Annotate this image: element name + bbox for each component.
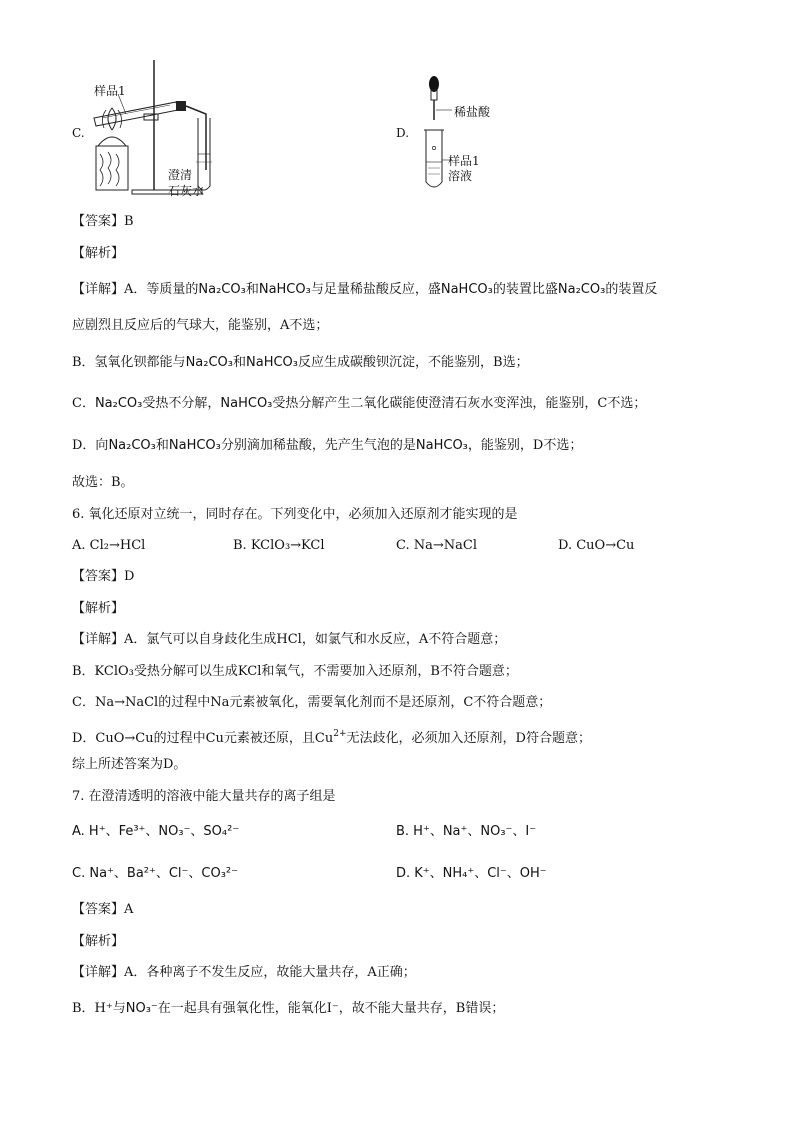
figure-c-option-label: C.	[72, 126, 85, 140]
text: 【详解】A．等质量的	[72, 282, 199, 297]
formula-na2co3: Na₂CO₃	[108, 438, 156, 453]
figure-d-dropper-apparatus	[396, 72, 516, 192]
q5-answer: 【答案】B	[72, 214, 134, 229]
q7-option-d: D. K⁺、NH₄⁺、Cl⁻、OH⁻	[396, 866, 547, 881]
text: D．CuO→Cu的过程中Cu元素被还原，且Cu	[72, 731, 334, 746]
q6-stem: 6. 氧化还原对立统一，同时存在。下列变化中，必须加入还原剂才能实现的是	[72, 507, 518, 522]
text: 无法歧化，必须加入还原剂，D符合题意；	[346, 731, 591, 746]
q6-detail-c: C．Na→NaCl的过程中Na元素被氧化，需要氧化剂而不是还原剂，C不符合题意；	[72, 695, 552, 710]
charge-superscript: 2+	[333, 729, 347, 739]
text: B．氢氧化钡都能与	[72, 355, 186, 370]
text: 的装置反	[605, 282, 658, 297]
formula-na2co3: Na₂CO₃	[185, 355, 233, 370]
text: C．	[72, 396, 95, 411]
text: D．向	[72, 438, 109, 453]
q7-option-b: B. H⁺、Na⁺、NO₃⁻、I⁻	[396, 824, 537, 839]
formula-nahco3: NaHCO₃	[440, 282, 493, 297]
formula-no3: NO₃⁻	[125, 1001, 158, 1016]
q5-detail-c	[72, 395, 646, 413]
q5-detail-b	[72, 354, 529, 372]
text: 在一起具有强氧化性，能氧化I⁻，故不能大量共存，B错误；	[157, 1001, 505, 1016]
figure-c-sample-label: 样品1	[94, 84, 126, 98]
text: 受热不分解，	[142, 396, 221, 411]
q7-option-a: A. H⁺、Fe³⁺、NO₃⁻、SO₄²⁻	[72, 824, 240, 839]
text: 反应生成碳酸钡沉淀，不能鉴别，B选；	[298, 355, 529, 370]
figure-c-limewater-label-1: 澄清	[168, 168, 193, 182]
formula-nahco3: NaHCO₃	[415, 438, 468, 453]
text: 和	[155, 438, 169, 453]
formula-na2co3: Na₂CO₃	[198, 282, 246, 297]
q5-detail-a-line1	[72, 281, 657, 299]
text: 受热分解产生二氧化碳能使澄清石灰水变浑浊，能鉴别，C不选；	[272, 396, 647, 411]
q6-answer: 【答案】D	[72, 569, 135, 584]
text: 与足量稀盐酸反应，盛	[310, 282, 441, 297]
q7-option-c: C. Na⁺、Ba²⁺、Cl⁻、CO₃²⁻	[72, 866, 238, 881]
figure-c-heating-apparatus	[72, 58, 232, 208]
q7-analysis-heading: 【解析】	[72, 934, 125, 949]
figure-d-sample-label-1: 样品1	[448, 154, 480, 168]
q6-option-b: B. KClO₃→KCl	[233, 538, 325, 553]
q6-option-d: D. CuO→Cu	[558, 538, 635, 553]
q7-detail-b	[72, 1000, 504, 1018]
q7-stem: 7. 在澄清透明的溶液中能大量共存的离子组是	[72, 789, 336, 804]
q6-conclusion: 综上所述答案为D。	[72, 757, 187, 772]
formula-na2co3: Na₂CO₃	[94, 396, 143, 411]
text: 分别滴加稀盐酸，先产生气泡的是	[220, 438, 416, 453]
q5-detail-d	[72, 437, 582, 455]
q6-option-a: A. Cl₂→HCl	[72, 538, 146, 553]
text: B．H⁺与	[72, 1001, 126, 1016]
formula-nahco3: NaHCO₃	[246, 355, 299, 370]
figure-d-sample-label-2: 溶液	[448, 169, 473, 183]
text: 的装置比盛	[492, 282, 558, 297]
formula-nahco3: NaHCO₃	[168, 438, 221, 453]
formula-nahco3: NaHCO₃	[258, 282, 311, 297]
figure-c-limewater-label-2: 石灰水	[168, 184, 205, 198]
q7-detail-a: 【详解】A．各种离子不发生反应，故能大量共存，A正确；	[72, 965, 416, 980]
text: 和	[245, 282, 259, 297]
q6-analysis-heading: 【解析】	[72, 601, 125, 616]
q6-option-c: C. Na→NaCl	[396, 538, 477, 553]
q6-detail-d	[72, 725, 591, 748]
figure-d-option-label: D.	[396, 126, 410, 140]
q5-conclusion: 故选：B。	[72, 475, 134, 490]
q5-detail-a-line2: 应剧烈且反应后的气球大，能鉴别，A不选；	[72, 318, 329, 333]
formula-nahco3: NaHCO₃	[220, 396, 273, 411]
q7-answer: 【答案】A	[72, 902, 134, 917]
formula-na2co3: Na₂CO₃	[557, 282, 606, 297]
text: ，能鉴别，D不选；	[467, 438, 583, 453]
q6-detail-a: 【详解】A．氯气可以自身歧化生成HCl，如氯气和水反应，A不符合题意；	[72, 632, 507, 647]
text: 和	[233, 355, 247, 370]
figure-d-acid-label: 稀盐酸	[454, 105, 491, 119]
q6-detail-b: B．KClO₃受热分解可以生成KCl和氧气，不需要加入还原剂，B不符合题意；	[72, 664, 518, 679]
q5-analysis-heading: 【解析】	[72, 246, 125, 261]
heating-apparatus-drawing	[72, 58, 232, 208]
